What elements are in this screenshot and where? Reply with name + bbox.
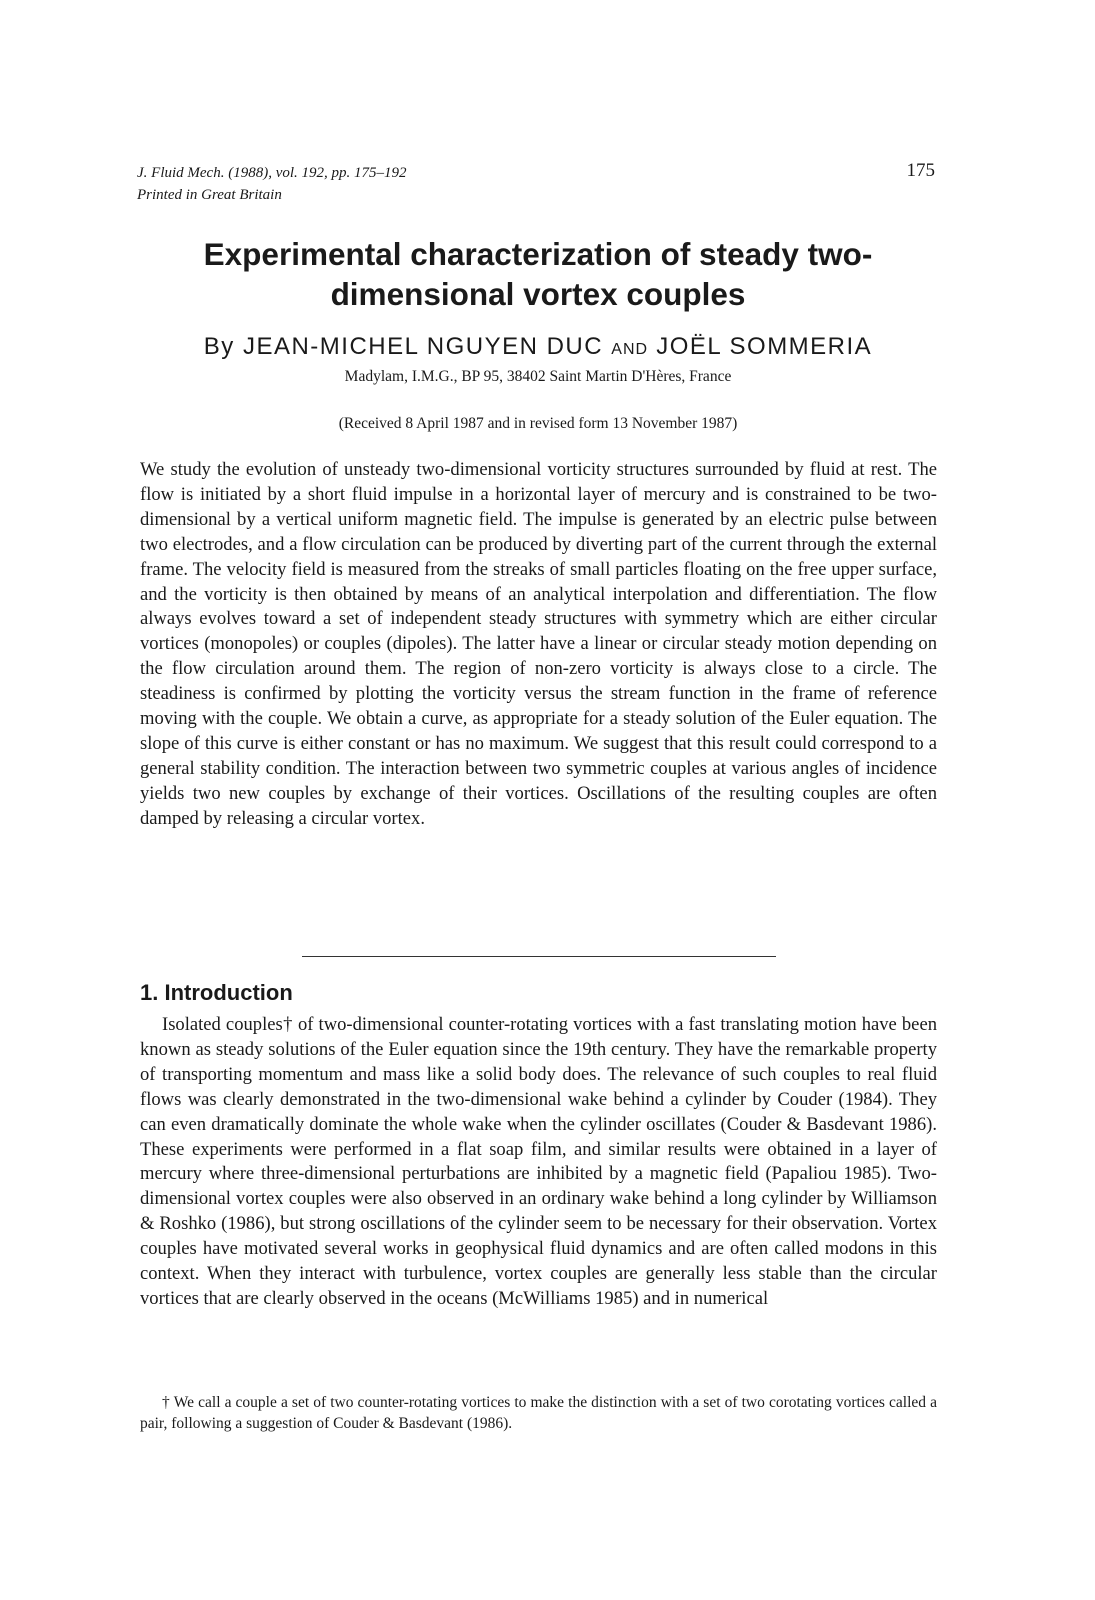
affiliation: Madylam, I.M.G., BP 95, 38402 Saint Martin D'Hères, France (344, 368, 732, 385)
abstract-text: We study the evolution of unsteady two-dimensional vorticity structures surrounded by fluid at rest. The flow is initiated by a short fluid impulse in a horizontal layer of mercury and is constrained to be two-dimensional by a vertical uniform magnetic field. The impulse is generated by an electric pulse between two electrodes, and a flow circulation can be produced by diverting part of the current through the external frame. The velocity field is measured from the streaks of small particles floating on the free upper surface, and the vorticity is then obtained by means of an analytical interpolation and differentiation. The flow always evolves toward a set of independent steady structures with symmetry which are either circular vortices (monopoles) or couples (dipoles). The latter have a linear or circular steady motion depending on the flow circulation around them. The region of non-zero vorticity is always close to a circle. The steadiness is confirmed by plotting the vorticity versus the stream function in the frame of reference moving with the couple. We obtain a curve, as appropriate for a steady solution of the Euler equation. The slope of this curve is either constant or has no maximum. We suggest that this result could correspond to a general stability condition. The interaction between two symmetric couples at various angles of incidence yields two new couples by exchange of their vortices. Oscillations of the resulting couples are often damped by releasing a circular vortex. (140, 459, 937, 829)
running-header (137, 162, 407, 206)
authors-second: JOËL SOMMERIA (648, 333, 873, 360)
authors-first: By JEAN-MICHEL NGUYEN DUC (203, 333, 612, 360)
section-heading: 1. Introduction (140, 980, 293, 1005)
footnote (140, 1392, 937, 1434)
page-number: 175 (906, 160, 935, 181)
introduction (140, 1013, 937, 1312)
author-line (137, 333, 939, 361)
abstract (140, 458, 937, 832)
printed-location: Printed in Great Britain (137, 187, 282, 203)
received-dates: (Received 8 April 1987 and in revised form 13 November 1987) (338, 415, 738, 432)
article-title: Experimental characterization of steady two-dimensional vortex couples (203, 236, 873, 312)
journal-citation: J. Fluid Mech. (1988), vol. 192, pp. 175–192 (137, 165, 407, 181)
footnote-text: † We call a couple a set of two counter-rotating vortices to make the distinction with a set of two corotating vortices called a pair, following a suggestion of Couder & Basdevant (1986). (140, 1394, 937, 1432)
introduction-paragraph: Isolated couples† of two-dimensional counter-rotating vortices with a fast translating motion have been known as steady solutions of the Euler equation since the 19th century. They have the remarkable property of transporting momentum and mass like a solid body does. The relevance of such couples to real fluid flows was clearly demonstrated in the two-dimensional wake behind a cylinder by Couder (1984). They can even dramatically dominate the whole wake when the cylinder oscillates (Couder & Basdevant 1986). These experiments were performed in a flat soap film, and similar results were obtained in a layer of mercury where three-dimensional perturbations are inhibited by a magnetic field (Papaliou 1985). Two-dimensional vortex couples were also observed in an ordinary wake behind a long cylinder by Williamson & Roshko (1986), but strong oscillations of the cylinder seem to be necessary for their observation. Vortex couples have motivated several works in geophysical fluid dynamics and are often called modons in this context. When they interact with turbulence, vortex couples are generally less stable than the circular vortices that are clearly observed in the oceans (McWilliams 1985) and in numerical (140, 1014, 937, 1309)
section-divider (302, 956, 776, 957)
authors-and: AND (611, 341, 649, 358)
